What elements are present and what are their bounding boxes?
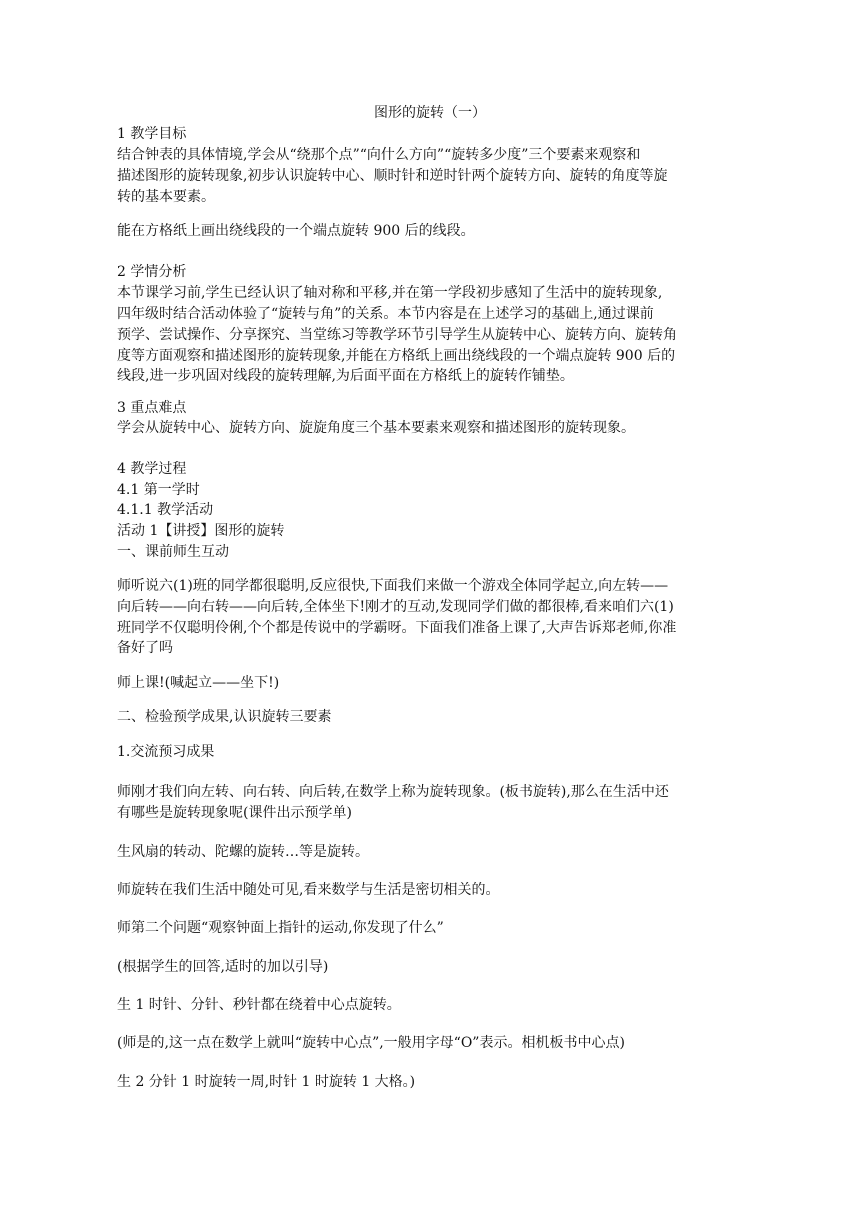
paragraph-line: 师上课!(喊起立——坐下!)	[117, 675, 280, 691]
paragraph-line: 结合钟表的具体情境,学会从“绕那个点”“向什么方向”“旋转多少度”三个要素来观察和	[117, 147, 641, 163]
paragraph-line: 班同学不仅聪明伶俐,个个都是传说中的学霸呀。下面我们准备上课了,大声告诉郑老师,你准	[117, 620, 677, 636]
heading-teaching-process: 4 教学过程	[117, 461, 187, 477]
heading-teaching-goals: 1 教学目标	[117, 126, 187, 142]
paragraph-line: 生风扇的转动、陀螺的旋转…等是旋转。	[117, 844, 369, 860]
paragraph-line: 师听说六(1)班的同学都很聪明,反应很快,下面我们来做一个游戏全体同学起立,向左转——	[117, 578, 669, 594]
heading-key-points: 3 重点难点	[117, 400, 187, 416]
paragraph-line: 学会从旋转中心、旋转方向、旋旋角度三个基本要素来观察和描述图形的旋转现象。	[117, 420, 635, 436]
paragraph-line: 有哪些是旋转现象呢(课件出示预学单)	[117, 805, 352, 821]
paragraph-line: 描述图形的旋转现象,初步认识旋转中心、顺时针和逆时针两个旋转方向、旋转的角度等旋	[117, 168, 668, 184]
paragraph-line: 本节课学习前,学生已经认识了轴对称和平移,并在第一学段初步感知了生活中的旋转现象,	[117, 285, 663, 301]
paragraph-line: 向后转——向右转——向后转,全体坐下!刚才的互动,发现同学们做的都很棒,看来咱们六(1)	[117, 599, 674, 615]
paragraph-line: (根据学生的回答,适时的加以引导)	[117, 959, 329, 975]
subsection-heading: 1.交流预习成果	[117, 744, 215, 760]
paragraph-line: 师旋转在我们生活中随处可见,看来数学与生活是密切相关的。	[117, 882, 500, 898]
section-heading: 二、检验预学成果,认识旋转三要素	[117, 709, 332, 725]
paragraph-line: 四年级时结合活动体验了“旋转与角”的关系。本节内容是在上述学习的基础上,通过课前	[117, 306, 654, 322]
paragraph-line: 生 2 分针 1 时旋转一周,时针 1 时旋转 1 大格。)	[117, 1074, 416, 1090]
paragraph-line: 师第二个问题“观察钟面上指针的运动,你发现了什么”	[117, 920, 444, 936]
subheading-lesson-1: 4.1 第一学时	[117, 482, 200, 498]
section-heading: 一、课前师生互动	[117, 544, 229, 560]
paragraph-line: (师是的,这一点在数学上就叫“旋转中心点”,一般用字母“O”表示。相机板书中心点)	[117, 1035, 625, 1051]
subheading-activity-1: 活动 1【讲授】图形的旋转	[117, 523, 285, 539]
paragraph-line: 线段,进一步巩固对线段的旋转理解,为后面平面在方格纸上的旋转作铺垫。	[117, 368, 574, 384]
paragraph-line: 度等方面观察和描述图形的旋转现象,并能在方格纸上画出绕线段的一个端点旋转 900 后的	[117, 348, 676, 364]
paragraph-line: 师刚才我们向左转、向右转、向后转,在数学上称为旋转现象。(板书旋转),那么在生活中还	[117, 784, 669, 800]
paragraph-line: 备好了吗	[117, 640, 173, 656]
paragraph-line: 预学、尝试操作、分享探究、当堂练习等教学环节引导学生从旋转中心、旋转方向、旋转角	[117, 327, 677, 343]
subheading-activities: 4.1.1 教学活动	[117, 502, 214, 518]
paragraph-line: 生 1 时针、分针、秒针都在绕着中心点旋转。	[117, 997, 401, 1013]
document-title: 图形的旋转（一）	[374, 105, 486, 121]
heading-student-analysis: 2 学情分析	[117, 264, 187, 280]
paragraph-line: 转的基本要素。	[117, 189, 215, 205]
paragraph-line: 能在方格纸上画出绕线段的一个端点旋转 900 后的线段。	[117, 223, 475, 239]
